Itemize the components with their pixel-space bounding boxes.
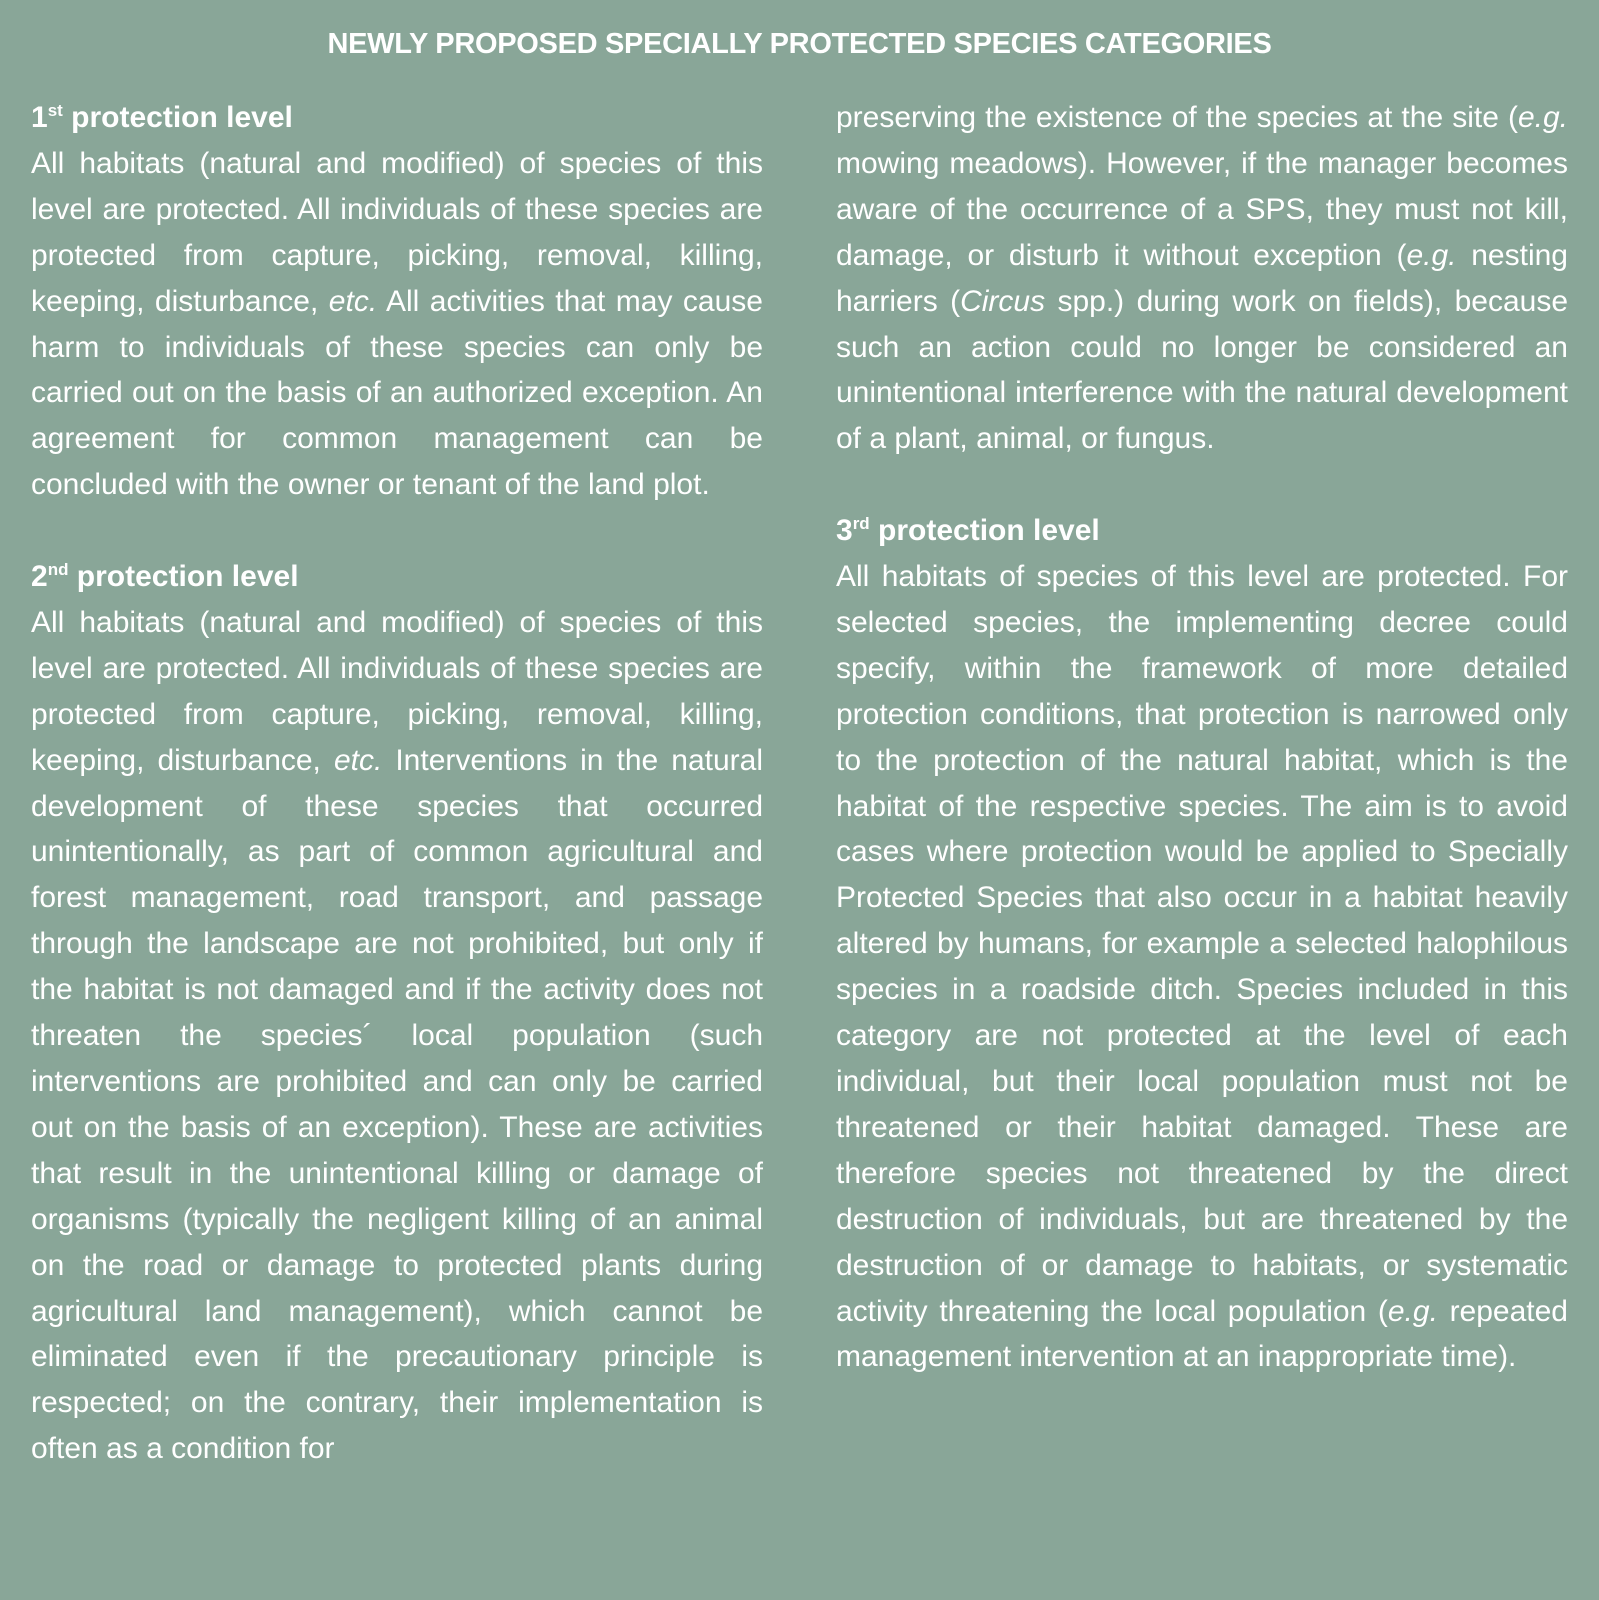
level3-text-a: All habitats of species of this level are protected. For selected species, the implementing decree could specify, within the framework of more detailed protection conditions, that protection is narrowed only to the protection of the natural habitat, which is the habitat of the respective species. The aim is to avoid cases where protection would be applied to Specially Protected Species that also occur in a habitat heavily altered by humans, for example a selected halophilous species in a roadside ditch. Species included in this category are not protected at the level of each individual, but their local population must not be threatened or their habitat damaged. These are therefore species not threatened by the direct destruction of individuals, but are threatened by the destruction of or damage to habitats, or systematic activity threatening the local population ( bbox=[836, 560, 1568, 1328]
level1-heading bbox=[31, 95, 763, 141]
level2-paragraph-part2 bbox=[836, 95, 1568, 462]
level3-heading bbox=[836, 508, 1568, 554]
level1-text-b: All activities that may cause harm to individuals of these species can only be carried out on the basis of an authorized exception. An agreement for common management can be concluded with the owner or tenant of the land plot. bbox=[31, 284, 763, 502]
level3-ordinal: rd bbox=[852, 514, 870, 534]
level2-heading-text: protection level bbox=[68, 560, 299, 594]
level1-etc: etc. bbox=[328, 284, 378, 318]
level1-heading-text: protection level bbox=[62, 101, 293, 134]
level3-paragraph bbox=[836, 554, 1568, 1380]
level3-heading-text: protection level bbox=[869, 514, 1100, 548]
level2-continuation: preserving the existence of the species at the site ( bbox=[836, 101, 1518, 134]
level2-eg2: e.g. bbox=[1406, 238, 1457, 272]
section-gap bbox=[31, 508, 763, 554]
level2-genus: Circus bbox=[960, 284, 1046, 318]
right-column bbox=[836, 95, 1568, 1380]
box-title: NEWLY PROPOSED SPECIALLY PROTECTED SPECIES CATEGORIES bbox=[327, 28, 1272, 60]
level2-number: 2 bbox=[31, 560, 48, 594]
level2-text-d: nesting harriers ( bbox=[836, 238, 1568, 318]
level2-heading bbox=[31, 554, 763, 600]
level2-text-c: mowing meadows). However, if the manager becomes aware of the occurrence of a SPS, they must not kill, damage, or disturb it without exception ( bbox=[836, 146, 1568, 272]
level1-ordinal: st bbox=[47, 101, 63, 120]
level2-eg1: e.g. bbox=[1517, 101, 1568, 134]
level3-text-b: repeated management intervention at an inappropriate time). bbox=[836, 1294, 1568, 1374]
left-column bbox=[31, 95, 763, 1472]
level1-number: 1 bbox=[31, 101, 48, 134]
section-gap bbox=[836, 462, 1568, 508]
level2-paragraph-part1 bbox=[31, 600, 763, 1472]
level3-eg: e.g. bbox=[1387, 1294, 1438, 1328]
level2-text-a: All habitats (natural and modified) of species of this level are protected. All individuals of these species are protected from capture, picking, removal, killing, keeping, disturbance, bbox=[31, 605, 763, 777]
level2-text-b: Interventions in the natural development of these species that occurred unintentionally, as part of common agricultural and forest management, road transport, and passage through the landscape are not prohibited, but only if the habitat is not damaged and if the activity does not threaten the species´ local population (such interventions are prohibited and can only be carried out on the basis of an exception). These are activities that result in the unintentional killing or damage of organisms (typically the negligent killing of an animal on the road or damage to protected plants during agricultural land management), which cannot be eliminated even if the precautionary principle is respected; on the contrary, their implementation is often as a condition for bbox=[31, 743, 763, 1466]
level1-paragraph bbox=[31, 141, 763, 508]
level2-etc: etc. bbox=[333, 743, 383, 777]
level2-ordinal: nd bbox=[47, 560, 69, 580]
level3-number: 3 bbox=[836, 514, 853, 548]
level2-text-e: spp.) during work on fields), because such an action could no longer be considered an unintentional interference with the natural development of a plant, animal, or fungus. bbox=[836, 284, 1569, 456]
level1-text-a: All habitats (natural and modified) of species of this level are protected. All individuals of these species are protected from capture, picking, removal, killing, keeping, disturbance, bbox=[31, 146, 763, 318]
